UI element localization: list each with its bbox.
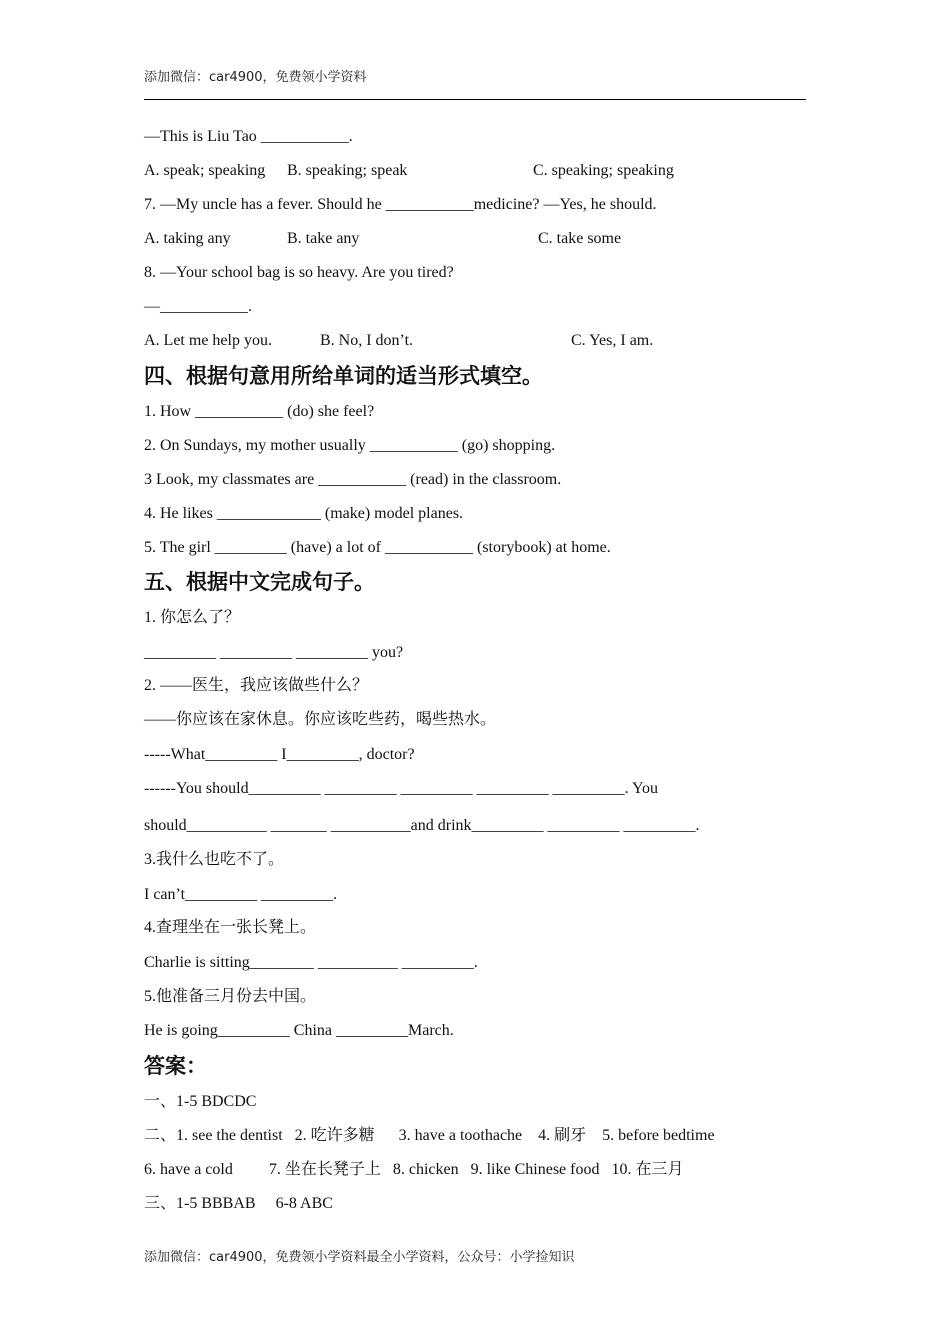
section4-item: 5. The girl _________ (have) a lot of ___________ (storybook) at home.	[144, 539, 611, 556]
q6-answer-line: —This is Liu Tao ___________.	[144, 128, 353, 145]
section5-line: _________ _________ _________ you?	[144, 644, 404, 661]
q7-question: 7. —My uncle has a fever. Should he ___________medicine? —Yes, he should.	[144, 196, 657, 213]
q7-option-c: C. take some	[538, 230, 622, 247]
section5-line: -----What_________ I_________, doctor?	[144, 746, 415, 763]
q8-question: 8. —Your school bag is so heavy. Are you tired?	[144, 264, 454, 281]
section5-line: Charlie is sitting________ __________ _________.	[144, 954, 478, 971]
answer-line: 一、1-5 BDCDC	[144, 1093, 257, 1110]
section5-line: ------You should_________ _________ _________ _________ _________. You	[144, 780, 658, 797]
page-header: 添加微信：car4900，免费领小学资料	[144, 70, 367, 85]
section5-title: 五、根据中文完成句子。	[144, 570, 375, 594]
section5-line: should__________ _______ __________and drink_________ _________ _________.	[144, 817, 700, 834]
section5-line: 3.我什么也吃不了。	[144, 851, 285, 868]
section4-title: 四、根据句意用所给单词的适当形式填空。	[144, 364, 543, 388]
answer-line: 二、1. see the dentist 2. 吃许多糖 3. have a toothache 4. 刷牙 5. before bedtime	[144, 1127, 715, 1144]
q8-blank: —___________.	[144, 298, 252, 315]
q7-option-b: B. take any	[287, 230, 360, 247]
q6-option-a: A. speak; speaking	[144, 162, 266, 179]
section5-line: 5.他准备三月份去中国。	[144, 988, 317, 1005]
answer-line: 6. have a cold 7. 坐在长凳子上 8. chicken 9. like Chinese food 10. 在三月	[144, 1161, 684, 1178]
section4-item: 1. How ___________ (do) she feel?	[144, 403, 375, 420]
answer-line: 三、1-5 BBBAB 6-8 ABC	[144, 1195, 333, 1212]
q8-option-a: A. Let me help you.	[144, 332, 272, 349]
page-footer: 添加微信：car4900，免费领小学资料最全小学资料，公众号：小学捡知识	[144, 1250, 575, 1265]
header-rule	[144, 99, 806, 100]
section5-line: 1. 你怎么了？	[144, 609, 241, 626]
section5-line: He is going_________ China _________March.	[144, 1022, 454, 1039]
section5-line: 2. ——医生，我应该做些什么？	[144, 677, 369, 694]
section5-line: I can’t_________ _________.	[144, 886, 338, 903]
q7-option-a: A. taking any	[144, 230, 231, 247]
q6-option-c: C. speaking; speaking	[533, 162, 674, 179]
q8-option-b: B. No, I don’t.	[320, 332, 414, 349]
answers-title: 答案：	[144, 1054, 207, 1078]
q8-option-c: C. Yes, I am.	[571, 332, 654, 349]
q6-option-b: B. speaking; speak	[287, 162, 408, 179]
section4-item: 2. On Sundays, my mother usually ___________ (go) shopping.	[144, 437, 556, 454]
section4-item: 4. He likes _____________ (make) model planes.	[144, 505, 464, 522]
section5-line: ——你应该在家休息。你应该吃些药，喝些热水。	[144, 711, 497, 728]
section4-item: 3 Look, my classmates are ___________ (read) in the classroom.	[144, 471, 562, 488]
section5-line: 4.查理坐在一张长凳上。	[144, 919, 317, 936]
